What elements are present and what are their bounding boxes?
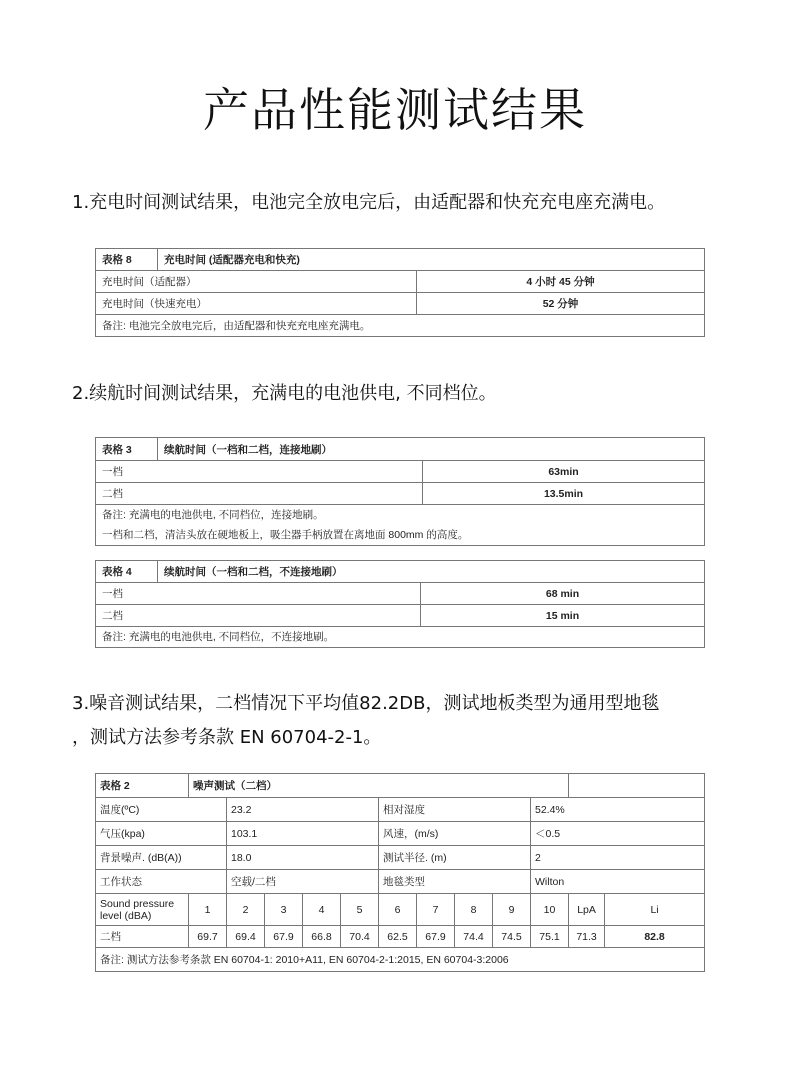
row-label: 二档: [96, 483, 423, 505]
li-header: Li: [605, 894, 705, 926]
table-row: [96, 926, 705, 948]
noise-value: 67.9: [265, 926, 303, 948]
noise-value: 69.4: [227, 926, 265, 948]
point-header: 9: [493, 894, 531, 926]
point-header: 3: [265, 894, 303, 926]
empty-cell: [569, 774, 705, 798]
noise-value: 62.5: [379, 926, 417, 948]
table-title: 噪声测试（二档）: [189, 774, 569, 798]
table-header-row: [96, 894, 705, 926]
point-header: 2: [227, 894, 265, 926]
noise-value: 66.8: [303, 926, 341, 948]
table-title: 续航时间（一档和二档，连接地刷）: [158, 438, 705, 461]
table-row: [96, 461, 705, 483]
work-state-value: 空载/二档: [227, 870, 379, 894]
table-title: 充电时间 (适配器充电和快充): [158, 249, 705, 271]
noise-value: 69.7: [189, 926, 227, 948]
point-header: 5: [341, 894, 379, 926]
table-row: [96, 271, 705, 293]
temperature-value: 23.2: [227, 798, 379, 822]
row-label: 一档: [96, 583, 421, 605]
point-header: 4: [303, 894, 341, 926]
pressure-value: 103.1: [227, 822, 379, 846]
row-value: 68 min: [421, 583, 705, 605]
wind-label: 风速，(m/s): [379, 822, 531, 846]
lpa-header: LpA: [569, 894, 605, 926]
table-id: 表格 8: [96, 249, 158, 271]
charging-time-table: [95, 248, 705, 337]
row-value: 15 min: [421, 605, 705, 627]
row-label: 二档: [96, 926, 189, 948]
table-row: [96, 293, 705, 315]
section-3-heading: [72, 687, 732, 755]
humidity-value: 52.4%: [531, 798, 705, 822]
table-row: [96, 583, 705, 605]
noise-value: 70.4: [341, 926, 379, 948]
noise-value: 74.4: [455, 926, 493, 948]
li-value: 82.8: [605, 926, 705, 948]
background-noise-value: 18.0: [227, 846, 379, 870]
section-2-heading: 2.续航时间测试结果，充满电的电池供电, 不同档位。: [72, 383, 497, 404]
point-header: 7: [417, 894, 455, 926]
section-1-heading: 1.充电时间测试结果，电池完全放电完后，由适配器和快充充电座充满电。: [72, 192, 666, 213]
table-row: [96, 822, 705, 846]
pressure-label: 气压(kpa): [96, 822, 227, 846]
table-row: [96, 870, 705, 894]
carpet-type-value: Wilton: [531, 870, 705, 894]
table-title: 续航时间（一档和二档，不连接地刷）: [158, 561, 705, 583]
background-noise-label: 背景噪声. (dB(A)): [96, 846, 227, 870]
row-label: 充电时间（适配器）: [96, 271, 417, 293]
row-value: 13.5min: [423, 483, 705, 505]
table-note: 备注: 电池完全放电完后，由适配器和快充充电座充满电。: [96, 315, 705, 337]
point-header: 10: [531, 894, 569, 926]
radius-label: 测试半径. (m): [379, 846, 531, 870]
table-id: 表格 3: [96, 438, 158, 461]
wind-value: ＜0.5: [531, 822, 705, 846]
runtime-table-with-brush: [95, 437, 705, 546]
row-value: 63min: [423, 461, 705, 483]
page-title: 产品性能测试结果: [203, 83, 587, 137]
note-line-1: 备注: 充满电的电池供电, 不同档位，连接地刷。: [102, 509, 324, 521]
noise-value: 74.5: [493, 926, 531, 948]
radius-value: 2: [531, 846, 705, 870]
table-id: 表格 2: [96, 774, 189, 798]
row-label: 一档: [96, 461, 423, 483]
table-note: 备注: 充满电的电池供电, 不同档位，不连接地刷。: [96, 627, 705, 648]
table-row: [96, 846, 705, 870]
noise-value: 75.1: [531, 926, 569, 948]
point-header: 6: [379, 894, 417, 926]
carpet-type-label: 地毯类型: [379, 870, 531, 894]
table-row: [96, 483, 705, 505]
work-state-label: 工作状态: [96, 870, 227, 894]
runtime-table-without-brush: [95, 560, 705, 648]
note-line-2: 一档和二档，清洁头放在硬地板上，吸尘器手柄放置在离地面 800mm 的高度。: [102, 529, 469, 541]
row-label: 充电时间（快速充电）: [96, 293, 417, 315]
noise-value: 67.9: [417, 926, 455, 948]
row-value: 52 分钟: [417, 293, 705, 315]
table-id: 表格 4: [96, 561, 158, 583]
table-row: [96, 605, 705, 627]
section-3-heading-line-1: 3.噪音测试结果，二档情况下平均值82.2DB，测试地板类型为通用型地毯: [72, 693, 660, 714]
table-note: 备注: 测试方法参考条款 EN 60704-1: 2010+A11, EN 60704-2-1:2015, EN 60704-3:2006: [96, 948, 705, 972]
table-note: [96, 505, 705, 546]
humidity-label: 相对湿度: [379, 798, 531, 822]
row-value: 4 小时 45 分钟: [417, 271, 705, 293]
point-header: 1: [189, 894, 227, 926]
sound-pressure-header: Sound pressure level (dBA): [96, 894, 189, 926]
table-row: [96, 798, 705, 822]
row-label: 二档: [96, 605, 421, 627]
lpa-value: 71.3: [569, 926, 605, 948]
point-header: 8: [455, 894, 493, 926]
temperature-label: 温度(ºC): [96, 798, 227, 822]
section-3-heading-line-2: ，测试方法参考条款 EN 60704-2-1。: [72, 727, 382, 748]
noise-test-table: [95, 773, 705, 972]
